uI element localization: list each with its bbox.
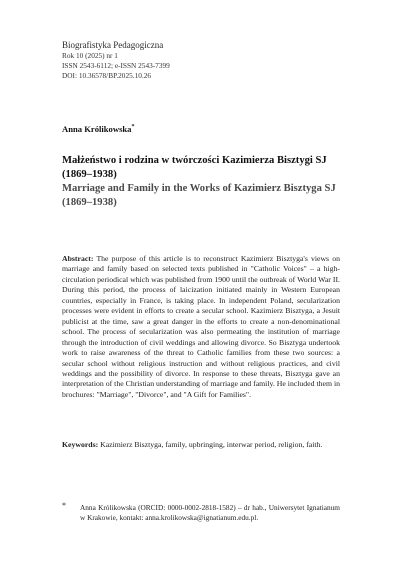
keywords-text: Kazimierz Bisztyga, family, upbringing, interwar period, religion, faith. — [100, 440, 323, 449]
author-line — [62, 124, 134, 134]
title-polish: Małżeństwo i rodzina w twórczości Kazimierza Bisztygi SJ (1869–1938) — [62, 155, 327, 180]
keywords — [62, 440, 340, 450]
footnote-text: Anna Królikowska (ORCID: 0000-0002-2818-1582) – dr hab., Uniwersytet Ignatianum w Krakowie, kontakt: anna.krolikowska@ignatianum.edu.pl. — [80, 503, 340, 522]
journal-issue: Rok 10 (2025) nr 1 — [62, 51, 118, 60]
footnote-mark: * — [62, 501, 66, 510]
abstract-label: Abstract: — [62, 254, 94, 263]
abstract — [62, 254, 340, 400]
journal-header — [62, 40, 170, 81]
keywords-label: Keywords: — [62, 440, 99, 449]
author-footnote-mark: * — [131, 124, 135, 131]
author-name: Anna Królikowska — [62, 124, 132, 134]
journal-issn: ISSN 2543-6112; e-ISSN 2543-7399 — [62, 61, 170, 70]
journal-name: Biografistyka Pedagogiczna — [62, 40, 164, 50]
abstract-text: The purpose of this article is to reconstruct Kazimierz Bisztyga's views on marriage and family based on selected texts published in "Catholic Voices" – a high-circulation periodical which was published from 1900 until the outbreak of World War II. During this period, the process of laicization initiated mainly in Western European countries, especially in France, is taking place. In independent Poland, secularization processes were evident in efforts to create a secular school. Kazimierz Bisztyga, a Jesuit publicist at the time, saw a great danger in the efforts to create a non-denominational school. The process of secularization was also permeating the institution of marriage through the introduction of civil weddings and allowing divorce. So Bisztyga undertook work to raise awareness of the threat to Catholic families from these two sources: a secular school without religious instruction and without religious practices, and civil weddings and the possibility of divorce. In response to these threats, Bisztyga gave an interpretation of the Christian understanding of marriage and family. He included them in brochures: "Marriage", "Divorce", and "A Gift for Families". — [62, 254, 340, 399]
journal-doi: DOI: 10.36578/BP.2025.10.26 — [62, 71, 151, 80]
footnote — [62, 503, 340, 523]
title-english: Marriage and Family in the Works of Kazimierz Bisztyga SJ (1869–1938) — [62, 183, 336, 208]
